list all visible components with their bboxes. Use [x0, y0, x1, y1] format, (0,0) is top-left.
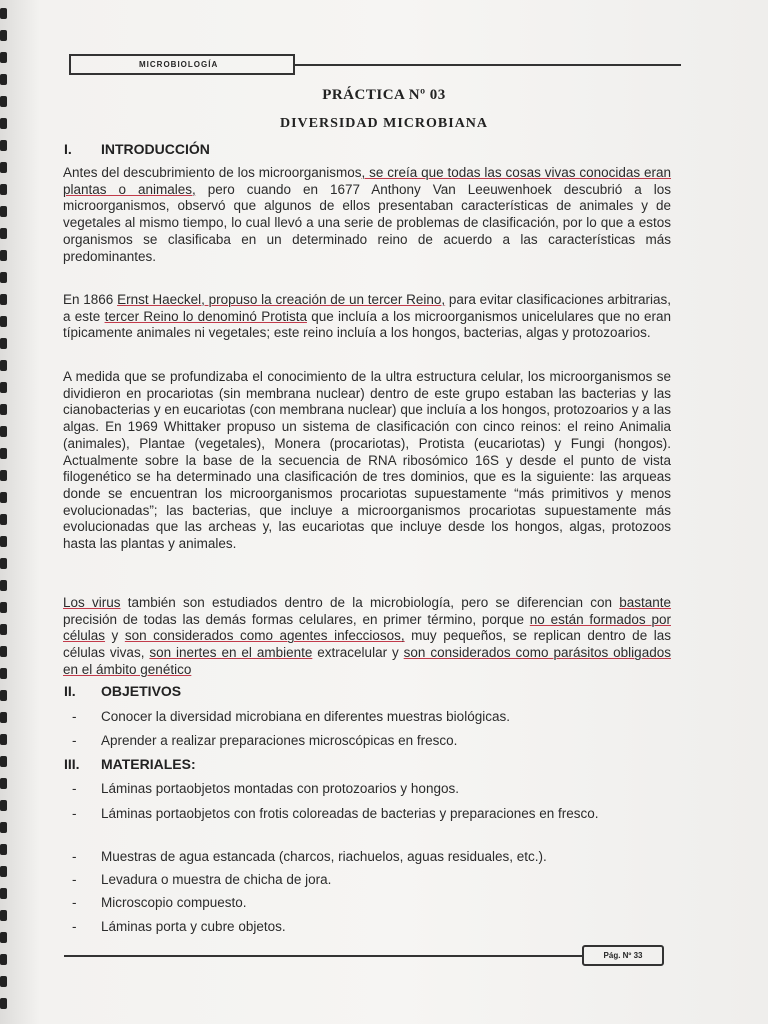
section-heading: MATERIALES:: [101, 756, 196, 772]
section-introduccion: [64, 141, 210, 157]
text-run: muy pequeños, se replican dentro de las células vivas,: [63, 628, 671, 661]
underlined-text: son considerados como agentes infecciosos,: [124, 628, 405, 644]
binding-ring: [0, 448, 7, 459]
material-text: Láminas portaobjetos con frotis coloreadas de bacterias y preparaciones en fresco.: [101, 806, 599, 821]
binding-ring: [0, 52, 7, 63]
binding-ring: [0, 910, 7, 921]
binding-ring: [0, 646, 7, 657]
objective-text: Aprender a realizar preparaciones microscópicas en fresco.: [101, 733, 458, 748]
binding-ring: [0, 602, 7, 613]
binding-ring: [0, 470, 7, 481]
underlined-text: no están formados por células: [63, 611, 671, 644]
binding-ring: [0, 558, 7, 569]
binding-ring: [0, 712, 7, 723]
text-run: que incluía a los microorganismos unicelulares que no eran típicamente animales ni vegetales; este reino incluía a los hongos, bacterias, algas y protozoarios.: [63, 308, 672, 341]
underlined-text: son considerados como parásitos obligados en el ámbito genético: [63, 645, 671, 677]
section-objetivos: [64, 683, 181, 699]
section-heading: INTRODUCCIÓN: [101, 141, 210, 157]
binding-ring: [0, 580, 7, 591]
binding-ring: [0, 206, 7, 217]
binding-ring: [0, 338, 7, 349]
binding-ring: [0, 734, 7, 745]
material-item: [64, 781, 674, 798]
objective-item: [64, 733, 674, 750]
text-run: y: [105, 628, 125, 644]
binding-ring: [0, 954, 7, 965]
binding-ring: [0, 844, 7, 855]
material-text: Microscopio compuesto.: [101, 895, 247, 910]
binding-ring: [0, 668, 7, 679]
material-text: Muestras de agua estancada (charcos, riachuelos, aguas residuales, etc.).: [101, 849, 547, 864]
binding-ring: [0, 250, 7, 261]
bullet-dash: -: [72, 919, 77, 934]
binding-ring: [0, 360, 7, 371]
underlined-text: , se creía que todas las cosas vivas conocidas eran plantas o animales,: [63, 165, 672, 197]
practice-title: PRÁCTICA Nº 03: [322, 87, 446, 103]
bullet-dash: -: [72, 872, 77, 887]
practice-subtitle: DIVERSIDAD MICROBIANA: [279, 116, 489, 131]
binding-ring: [0, 382, 7, 393]
section-materiales: [64, 756, 196, 772]
objective-item: [64, 709, 674, 726]
text-run: extracelular y: [312, 645, 404, 661]
binding-ring: [0, 294, 7, 305]
intro-paragraph-2: [63, 292, 671, 342]
material-item: [64, 872, 674, 889]
binding-ring: [0, 888, 7, 899]
bullet-dash: -: [72, 849, 77, 864]
intro-paragraph-4: [63, 595, 671, 679]
underlined-text: Ernst Haeckel, propuso la creación de un tercer Reino,: [117, 292, 446, 307]
binding-ring: [0, 30, 7, 41]
binding-ring: [0, 822, 7, 833]
text-run: precisión de todas las demás formas celulares, en primer término, porque: [63, 611, 530, 627]
binding-ring: [0, 492, 7, 503]
bullet-dash: -: [72, 895, 77, 910]
binding-ring: [0, 624, 7, 635]
binding-ring: [0, 140, 7, 151]
text-run: también son estudiados dentro de la microbiología, pero se diferencian con: [120, 595, 620, 610]
page-number-box: [582, 945, 664, 966]
intro-paragraph-1: [63, 165, 671, 265]
header-rule: [295, 64, 681, 66]
underlined-text: bastante: [619, 595, 671, 610]
binding-ring: [0, 932, 7, 943]
binding-ring: [0, 800, 7, 811]
material-item: [64, 806, 674, 823]
binding-ring: [0, 756, 7, 767]
binding-ring: [0, 426, 7, 437]
binding-ring: [0, 162, 7, 173]
underlined-text: tercer Reino lo denominó Protista: [104, 308, 307, 324]
spiral-binding: [0, 0, 14, 1024]
section-number: III.: [64, 756, 80, 772]
binding-ring: [0, 184, 7, 195]
binding-ring: [0, 514, 7, 525]
course-header-box: [69, 54, 295, 75]
underlined-text: son inertes en el ambiente: [149, 645, 313, 661]
section-number: II.: [64, 683, 76, 699]
binding-ring: [0, 536, 7, 547]
bullet-dash: -: [72, 733, 77, 748]
page-number: Pág. Nº 33: [603, 951, 643, 960]
intro-paragraph-3: A medida que se profundizaba el conocimiento de la ultra estructura celular, los microorganismos se dividieron en procariotas (sin membrana nuclear) dentro de este grupo estaban las bacterias y las cianobacterias y en eucariotas (con membrana nuclear) que incluía a los hongos, protozoarios y a las algas. En 1969 Whittaker propuso un sistema de clasificación con cinco reinos: el reino Animalia (animales), Plantae (vegetales), Monera (procariotas), Protista (eucariotas) y Fungi (hongos). Actualmente sobre la base de la secuencia de RNA ribosómico 16S y desde el punto de vista filogenético se ha determinado una clasificación de tres dominios, que es la siguiente: las arqueas donde se encuentran los microorganismos procariotas supuestamente “más primitivos y menos evolucionadas”; las bacterias, que incluye a microorganismos procariotas supuestamente más evolucionadas que las archeas y, las eucariotas que incluye desde los hongos, algas, protozoos hasta las plantas y animales.: [63, 369, 671, 552]
material-item: [64, 849, 674, 866]
binding-ring: [0, 778, 7, 789]
bullet-dash: -: [72, 781, 77, 796]
binding-ring: [0, 976, 7, 987]
section-number: I.: [64, 141, 72, 157]
bullet-dash: -: [72, 709, 77, 724]
text-run: pero cuando en 1677 Anthony Van Leeuwenhoek descubrió a los microorganismos, observó que algunos de ellos presentaban características de animales y de vegetales al mismo tiempo, lo cual llevó a una serie de problemas de clasificación, por lo que a estos organismos se clasificaba en un determinado reino de acuerdo a las características más predominantes.: [63, 181, 671, 264]
binding-ring: [0, 316, 7, 327]
binding-ring: [0, 998, 7, 1009]
binding-ring: [0, 74, 7, 85]
bullet-dash: -: [72, 806, 77, 821]
material-item: [64, 919, 674, 936]
binding-ring: [0, 8, 7, 19]
underlined-text: Los virus: [63, 595, 121, 610]
binding-ring: [0, 228, 7, 239]
material-text: Láminas porta y cubre objetos.: [101, 919, 286, 934]
footer-rule: [64, 955, 582, 957]
course-name: MICROBIOLOGÍA: [139, 60, 219, 69]
text-run: Antes del descubrimiento de los microorganismos: [63, 165, 362, 180]
binding-ring: [0, 866, 7, 877]
material-text: Levadura o muestra de chicha de jora.: [101, 872, 332, 887]
binding-ring: [0, 690, 7, 701]
objective-text: Conocer la diversidad microbiana en diferentes muestras biológicas.: [101, 709, 510, 724]
material-text: Láminas portaobjetos montadas con protozoarios y hongos.: [101, 781, 459, 796]
binding-ring: [0, 272, 7, 283]
text-run: En 1866: [63, 292, 118, 307]
binding-ring: [0, 404, 7, 415]
section-heading: OBJETIVOS: [101, 683, 182, 699]
material-item: [64, 895, 674, 912]
text-run: para evitar clasificaciones arbitrarias, a este: [63, 292, 672, 324]
